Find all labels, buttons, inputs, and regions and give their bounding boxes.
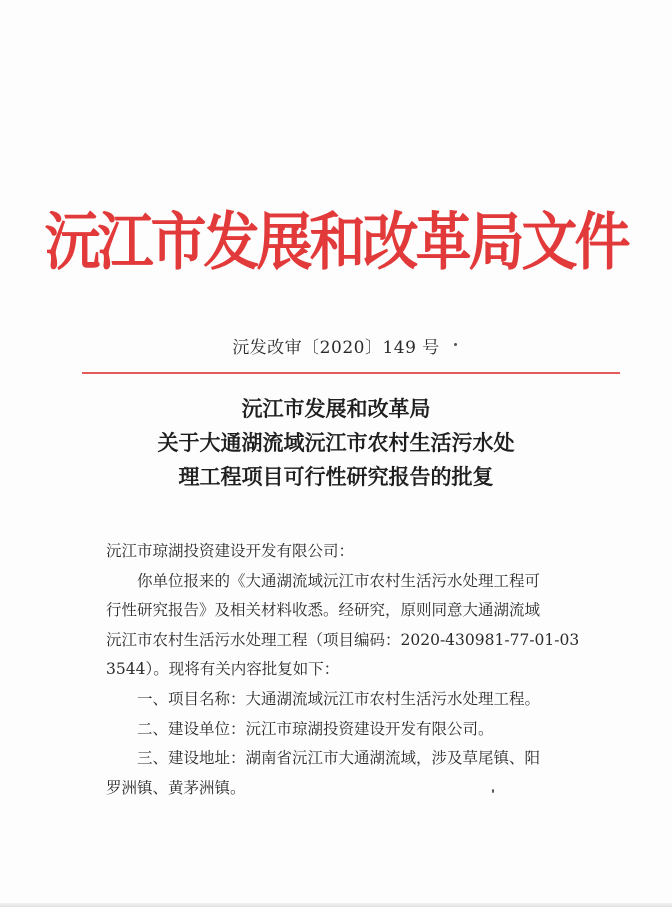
body-paragraph-line: 行性研究报告》及相关材料收悉。经研究，原则同意大通湖流域 (106, 601, 541, 620)
body-paragraph-line: 沅江市农村生活污水处理工程（项目编码：2020-430981-77-01-03 (106, 630, 580, 649)
scan-bottom-edge (0, 903, 672, 907)
red-divider-rule (82, 372, 620, 374)
construction-address-continuation: 罗洲镇、黄茅洲镇。 (106, 778, 246, 797)
construction-address-item: 三、建设地址：湖南省沅江市大通湖流域，涉及草尾镇、阳 (137, 749, 541, 768)
body-paragraph-line: 3544）。现将有关内容批复如下： (106, 660, 340, 679)
document-body (106, 537, 612, 803)
salutation: 沅江市琼湖投资建设开发有限公司： (106, 542, 355, 560)
project-name-item: 一、项目名称：大通湖流域沅江市农村生活污水处理工程。 (137, 689, 541, 708)
scan-speck (454, 343, 457, 346)
subject-line: 理工程项目可行性研究报告的批复 (178, 464, 494, 489)
document-number: 沅发改审〔2020〕149 号 (232, 338, 440, 358)
subject-line: 关于大通湖流域沅江市农村生活污水处 (157, 430, 515, 455)
document-header-title: 沅江市发展和改革局文件 (44, 205, 628, 279)
subject-line: 沅江市发展和改革局 (241, 396, 431, 421)
construction-unit-item: 二、建设单位：沅江市琼湖投资建设开发有限公司。 (137, 719, 494, 738)
scan-speck (492, 789, 494, 793)
body-paragraph-line: 你单位报来的《大通湖流域沅江市农村生活污水处理工程可 (137, 571, 541, 590)
document-subject (0, 392, 672, 494)
